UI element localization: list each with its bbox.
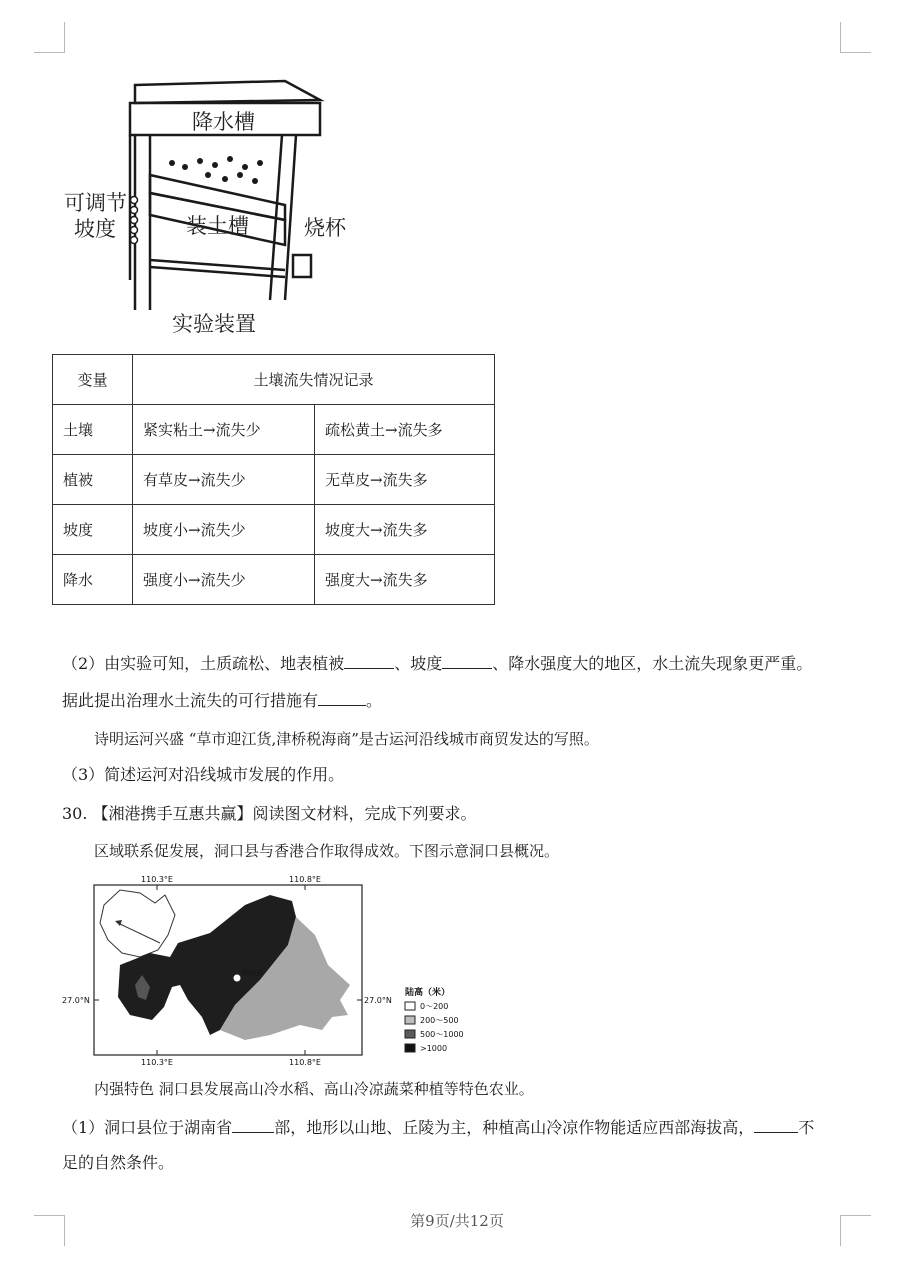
crop-mark-top-right xyxy=(840,22,871,53)
soil-loss-table xyxy=(52,354,495,605)
table-cell: 强度大→流失多 xyxy=(315,555,495,605)
crop-mark-top-left xyxy=(34,22,65,53)
legend-label: 500～1000 xyxy=(420,1030,464,1039)
map-lon-top-left: 110.3°E xyxy=(141,875,173,884)
table-cell: 有草皮→流失少 xyxy=(133,455,315,505)
question-1-line-2: 足的自然条件。 xyxy=(62,1153,175,1172)
map-lon-bottom-left: 110.3°E xyxy=(141,1058,173,1067)
table-cell: 坡度小→流失少 xyxy=(133,505,315,555)
raindrops-icon xyxy=(169,156,263,184)
table-row xyxy=(53,555,495,605)
label-beaker: 烧杯 xyxy=(304,216,346,240)
map-lat-right: 27.0°N xyxy=(364,996,392,1005)
question-1-line-1: （1）洞口县位于湖南省 部，地形以山地、丘陵为主，种植高山冷凉作物能适应西部海拔高， 不 xyxy=(62,1118,815,1137)
poem-material: 诗明运河兴盛 “草市迎江货,津桥税海商”是古运河沿线城市商贸发达的写照。 xyxy=(94,730,599,748)
label-soil-trough: 装土槽 xyxy=(186,214,249,238)
label-adjustable-slope-2: 坡度 xyxy=(74,217,116,241)
legend-title: 陆高（米） xyxy=(405,988,451,998)
answer-blank[interactable] xyxy=(442,652,492,669)
table-cell: 紧实粘土→流失少 xyxy=(133,405,315,455)
table-row xyxy=(53,455,495,505)
legend-label: >1000 xyxy=(420,1044,448,1053)
table-cell-variable: 坡度 xyxy=(53,505,133,555)
table-cell: 强度小→流失少 xyxy=(133,555,315,605)
page-number-footer: 第9页/共12页 xyxy=(410,1212,504,1230)
header-record: 土壤流失情况记录 xyxy=(133,355,495,405)
map-lon-top-right: 110.8°E xyxy=(289,875,321,884)
table-row xyxy=(53,505,495,555)
header-variable: 变量 xyxy=(53,355,133,405)
answer-blank[interactable] xyxy=(232,1116,274,1133)
label-adjustable-slope-1: 可调节 xyxy=(64,191,127,215)
map-lat-left: 27.0°N xyxy=(62,996,90,1005)
legend-label: 0～200 xyxy=(420,1002,449,1011)
table-header-row xyxy=(53,355,495,405)
question-2-line-2: 据此提出治理水土流失的可行措施有 。 xyxy=(62,691,383,710)
legend-label: 200～500 xyxy=(420,1016,459,1025)
answer-blank[interactable] xyxy=(318,689,366,706)
table-cell-variable: 降水 xyxy=(53,555,133,605)
figure-caption: 实验装置 xyxy=(172,312,256,336)
table-cell-variable: 土壤 xyxy=(53,405,133,455)
feature-material: 内强特色 洞口县发展高山冷水稻、高山冷凉蔬菜种植等特色农业。 xyxy=(94,1080,534,1098)
question-30-title: 30. 【湘港携手互惠共赢】阅读图文材料，完成下列要求。 xyxy=(62,804,477,823)
map-county-label: 洞口县 xyxy=(242,969,263,977)
table-cell-variable: 植被 xyxy=(53,455,133,505)
question-2-line-1: （2）由实验可知，土质疏松、地表植被 、坡度 、降水强度大的地区，水土流失现象更严重。 xyxy=(62,654,813,673)
answer-blank[interactable] xyxy=(754,1116,798,1133)
dongkou-county-map xyxy=(60,875,480,1070)
question-30-intro: 区域联系促发展，洞口县与香港合作取得成效。下图示意洞口县概况。 xyxy=(94,842,560,860)
table-row xyxy=(53,405,495,455)
question-3: （3）简述运河对沿线城市发展的作用。 xyxy=(62,765,345,784)
table-cell: 坡度大→流失多 xyxy=(315,505,495,555)
table-cell: 无草皮→流失多 xyxy=(315,455,495,505)
map-lon-bottom-right: 110.8°E xyxy=(289,1058,321,1067)
table-cell: 疏松黄土→流失多 xyxy=(315,405,495,455)
answer-blank[interactable] xyxy=(344,652,394,669)
label-rain-trough: 降水槽 xyxy=(192,110,255,134)
